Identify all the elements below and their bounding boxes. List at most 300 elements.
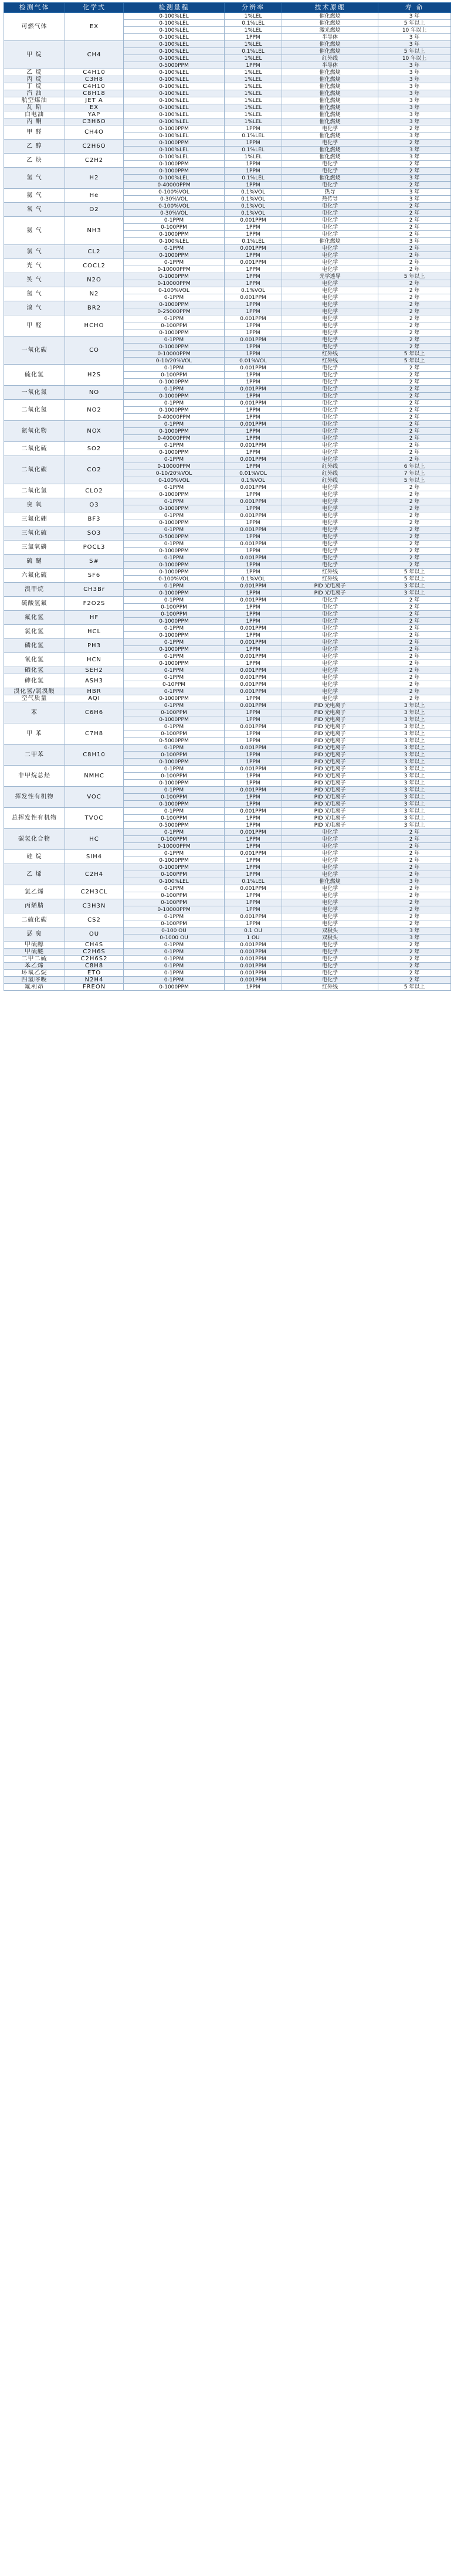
technology: 电化学 — [282, 956, 378, 963]
table-row — [4, 864, 451, 871]
service-life: 2 年 — [378, 871, 451, 878]
detection-range: 0-1PPM — [124, 885, 225, 892]
technology: 电化学 — [282, 245, 378, 252]
technology: 电化学 — [282, 639, 378, 646]
service-life: 10 年以上 — [378, 55, 451, 62]
service-life: 2 年 — [378, 956, 451, 963]
service-life: 2 年 — [378, 379, 451, 386]
chemical-formula: CO2 — [65, 456, 124, 484]
chemical-formula: CLO2 — [65, 484, 124, 498]
resolution: 0.001PPM — [225, 850, 282, 857]
technology: 电化学 — [282, 294, 378, 301]
resolution: 1%LEL — [225, 13, 282, 20]
detection-range: 0-1000PPM — [124, 695, 225, 702]
table-row — [4, 203, 451, 210]
resolution: 1PPM — [225, 569, 282, 576]
service-life: 3 年以上 — [378, 590, 451, 597]
resolution: 1PPM — [225, 273, 282, 280]
gas-name: 丙 酮 — [4, 118, 65, 125]
service-life: 2 年 — [378, 949, 451, 956]
service-life: 3 年 — [378, 927, 451, 934]
service-life: 2 年 — [378, 308, 451, 315]
detection-range: 0-40000PPM — [124, 182, 225, 189]
resolution: 1PPM — [225, 920, 282, 927]
technology: 电化学 — [282, 871, 378, 878]
technology: 电化学 — [282, 899, 378, 906]
technology: 催化燃烧 — [282, 83, 378, 90]
service-life: 5 年以上 — [378, 576, 451, 583]
gas-name: 环氧乙烷 — [4, 970, 65, 977]
technology: 电化学 — [282, 442, 378, 449]
table-row — [4, 217, 451, 224]
service-life: 2 年 — [378, 526, 451, 533]
resolution: 0.001PPM — [225, 597, 282, 604]
detection-range: 0-100%LEL — [124, 154, 225, 161]
gas-name: 一氧化氮 — [4, 386, 65, 400]
service-life: 2 年 — [378, 533, 451, 541]
service-life: 2 年 — [378, 519, 451, 526]
detection-range: 0-1PPM — [124, 245, 225, 252]
resolution: 0.001PPM — [225, 217, 282, 224]
resolution: 1PPM — [225, 351, 282, 358]
resolution: 1PPM — [225, 857, 282, 864]
detection-range: 0-10000PPM — [124, 266, 225, 273]
gas-name: 航空煤油 — [4, 97, 65, 104]
technology: 电化学 — [282, 597, 378, 604]
resolution: 1%LEL — [225, 41, 282, 48]
detection-range: 0-1PPM — [124, 688, 225, 695]
resolution: 0.001PPM — [225, 337, 282, 344]
detection-range: 0-30%VOL — [124, 210, 225, 217]
detection-range: 0-1000PPM — [124, 449, 225, 456]
resolution: 1PPM — [225, 632, 282, 639]
service-life: 3 年 — [378, 69, 451, 76]
table-row — [4, 625, 451, 632]
service-life: 3 年 — [378, 104, 451, 111]
service-life: 3 年以上 — [378, 794, 451, 801]
resolution: 0.1%VOL — [225, 477, 282, 484]
technology: 电化学 — [282, 920, 378, 927]
gas-name: 氟利昂 — [4, 984, 65, 991]
table-row — [4, 787, 451, 794]
resolution: 1PPM — [225, 646, 282, 653]
resolution: 1%LEL — [225, 69, 282, 76]
gas-name: 甲硫醇 — [4, 942, 65, 949]
resolution: 0.001PPM — [225, 913, 282, 920]
detection-range: 0-5000PPM — [124, 738, 225, 745]
technology: 电化学 — [282, 393, 378, 400]
table-row — [4, 667, 451, 674]
gas-name: 笑 气 — [4, 273, 65, 287]
service-life: 2 年 — [378, 266, 451, 273]
detection-range: 0-40000PPM — [124, 414, 225, 421]
technology: 电化学 — [282, 435, 378, 442]
detection-range: 0-1000PPM — [124, 759, 225, 766]
table-row — [4, 140, 451, 147]
detection-range: 0-1PPM — [124, 259, 225, 266]
technology: 电化学 — [282, 308, 378, 315]
technology: 催化燃烧 — [282, 111, 378, 118]
resolution: 0.1%LEL — [225, 20, 282, 27]
detection-range: 0-1PPM — [124, 667, 225, 674]
resolution: 1PPM — [225, 301, 282, 308]
service-life: 3 年 — [378, 175, 451, 182]
technology: PID 光电离子 — [282, 730, 378, 738]
table-row — [4, 154, 451, 161]
resolution: 1PPM — [225, 604, 282, 611]
resolution: 1PPM — [225, 794, 282, 801]
service-life: 2 年 — [378, 977, 451, 984]
detection-range: 0-1000PPM — [124, 231, 225, 238]
resolution: 1PPM — [225, 984, 282, 991]
gas-name: 二氧化氮 — [4, 400, 65, 421]
table-row — [4, 245, 451, 252]
chemical-formula: CL2 — [65, 245, 124, 259]
detection-range: 0-1000PPM — [124, 252, 225, 259]
table-row — [4, 125, 451, 132]
technology: 电化学 — [282, 646, 378, 653]
service-life: 3 年以上 — [378, 709, 451, 716]
chemical-formula: C4H10 — [65, 83, 124, 90]
technology: 电化学 — [282, 421, 378, 428]
chemical-formula: He — [65, 189, 124, 203]
chemical-formula: TVOC — [65, 808, 124, 829]
gas-name: 丁 烷 — [4, 83, 65, 90]
service-life: 2 年 — [378, 970, 451, 977]
table-body — [4, 13, 451, 991]
resolution: 0.1%VOL — [225, 576, 282, 583]
technology: PID 光电离子 — [282, 583, 378, 590]
technology: 催化燃烧 — [282, 175, 378, 182]
resolution: 0.001PPM — [225, 625, 282, 632]
gas-name: 乙 烷 — [4, 69, 65, 76]
chemical-formula: AQI — [65, 695, 124, 702]
technology: 催化燃烧 — [282, 878, 378, 885]
technology: 电化学 — [282, 280, 378, 287]
chemical-formula: HCL — [65, 625, 124, 639]
service-life: 2 年 — [378, 125, 451, 132]
resolution: 0.001PPM — [225, 498, 282, 505]
technology: 电化学 — [282, 885, 378, 892]
service-life: 2 年 — [378, 280, 451, 287]
technology: 半导体 — [282, 34, 378, 41]
resolution: 0.1%LEL — [225, 132, 282, 140]
technology: 电化学 — [282, 428, 378, 435]
detection-range: 0-1PPM — [124, 583, 225, 590]
detection-range: 0-100PPM — [124, 871, 225, 878]
chemical-formula: C8H10 — [65, 745, 124, 766]
detection-range: 0-5000PPM — [124, 62, 225, 69]
technology: 催化燃烧 — [282, 118, 378, 125]
resolution: 0.001PPM — [225, 315, 282, 322]
chemical-formula: N2 — [65, 287, 124, 301]
resolution: 1PPM — [225, 611, 282, 618]
service-life: 2 年 — [378, 913, 451, 920]
service-life: 2 年 — [378, 625, 451, 632]
service-life: 2 年 — [378, 168, 451, 175]
table-row — [4, 301, 451, 308]
table-row — [4, 702, 451, 709]
service-life: 3 年以上 — [378, 702, 451, 709]
detection-range: 0-10000PPM — [124, 351, 225, 358]
resolution: 0.01%VOL — [225, 358, 282, 365]
service-life: 2 年 — [378, 892, 451, 899]
table-row — [4, 189, 451, 196]
resolution: 1PPM — [225, 773, 282, 780]
resolution: 1PPM — [225, 815, 282, 822]
resolution: 0.001PPM — [225, 583, 282, 590]
chemical-formula: N2H4 — [65, 977, 124, 984]
detection-range: 0-25000PPM — [124, 308, 225, 315]
resolution: 1PPM — [225, 738, 282, 745]
detection-range: 0-100%LEL — [124, 118, 225, 125]
gas-name: 硫化氢 — [4, 365, 65, 386]
service-life: 3 年 — [378, 189, 451, 196]
technology: 催化燃烧 — [282, 13, 378, 20]
service-life: 2 年 — [378, 653, 451, 660]
chemical-formula: HF — [65, 611, 124, 625]
service-life: 2 年 — [378, 203, 451, 210]
service-life: 2 年 — [378, 597, 451, 604]
resolution: 0.001PPM — [225, 294, 282, 301]
service-life: 2 年 — [378, 660, 451, 667]
service-life: 3 年以上 — [378, 752, 451, 759]
technology: 电化学 — [282, 231, 378, 238]
gas-name: 甲硫醚 — [4, 949, 65, 956]
table-row — [4, 942, 451, 949]
gas-name: 氯乙烯 — [4, 885, 65, 899]
gas-name: 磷化氢 — [4, 639, 65, 653]
detection-range: 0-1PPM — [124, 808, 225, 815]
chemical-formula: C3H3N — [65, 899, 124, 913]
detection-range: 0-100%LEL — [124, 55, 225, 62]
service-life: 3 年 — [378, 878, 451, 885]
detection-range: 0-1000PPM — [124, 857, 225, 864]
detection-range: 0-1PPM — [124, 949, 225, 956]
technology: PID 光电离子 — [282, 773, 378, 780]
resolution: 1PPM — [225, 393, 282, 400]
detection-range: 0-30%VOL — [124, 196, 225, 203]
service-life: 2 年 — [378, 259, 451, 266]
table-row — [4, 899, 451, 906]
technology: 电化学 — [282, 667, 378, 674]
resolution: 1%LEL — [225, 27, 282, 34]
technology: PID 光电离子 — [282, 738, 378, 745]
service-life: 2 年 — [378, 435, 451, 442]
detection-range: 0-1000PPM — [124, 519, 225, 526]
service-life: 2 年 — [378, 224, 451, 231]
gas-spec-table — [4, 2, 451, 991]
service-life: 2 年 — [378, 942, 451, 949]
service-life: 2 年 — [378, 393, 451, 400]
technology: 电化学 — [282, 203, 378, 210]
table-row — [4, 442, 451, 449]
gas-name: 丙烯腈 — [4, 899, 65, 913]
service-life: 2 年 — [378, 365, 451, 372]
resolution: 0.001PPM — [225, 977, 282, 984]
service-life: 2 年 — [378, 217, 451, 224]
technology: 红外线 — [282, 470, 378, 477]
service-life: 3 年以上 — [378, 808, 451, 815]
detection-range: 0-1PPM — [124, 526, 225, 533]
chemical-formula: ASH3 — [65, 674, 124, 688]
technology: 电化学 — [282, 681, 378, 688]
resolution: 1PPM — [225, 308, 282, 315]
gas-name: 二氧化碳 — [4, 456, 65, 484]
chemical-formula: O3 — [65, 498, 124, 512]
detection-range: 0-1PPM — [124, 386, 225, 393]
technology: 电化学 — [282, 604, 378, 611]
table-row — [4, 555, 451, 562]
technology: 电化学 — [282, 329, 378, 337]
gas-name: 三氧化硫 — [4, 526, 65, 541]
technology: 电化学 — [282, 857, 378, 864]
table-row — [4, 90, 451, 97]
detection-range: 0-1000PPM — [124, 344, 225, 351]
resolution: 1PPM — [225, 892, 282, 899]
resolution: 1PPM — [225, 231, 282, 238]
gas-name: 硅 烷 — [4, 850, 65, 864]
gas-name: 挥发性有机物 — [4, 787, 65, 808]
detection-range: 0-100PPM — [124, 752, 225, 759]
technology: 红外线 — [282, 984, 378, 991]
service-life: 3 年以上 — [378, 822, 451, 829]
chemical-formula: NO — [65, 386, 124, 400]
technology: 电化学 — [282, 864, 378, 871]
technology: 电化学 — [282, 301, 378, 308]
resolution: 0.001PPM — [225, 942, 282, 949]
technology: 电化学 — [282, 949, 378, 956]
technology: 电化学 — [282, 498, 378, 505]
chemical-formula: EX — [65, 13, 124, 41]
gas-name: 氯 气 — [4, 245, 65, 259]
resolution: 1PPM — [225, 182, 282, 189]
table-row — [4, 688, 451, 695]
technology: PID 光电离子 — [282, 787, 378, 794]
technology: 电化学 — [282, 400, 378, 407]
service-life: 3 年 — [378, 238, 451, 245]
service-life: 2 年 — [378, 829, 451, 836]
gas-name: 硫酸氢氟 — [4, 597, 65, 611]
chemical-formula: PH3 — [65, 639, 124, 653]
service-life: 2 年 — [378, 885, 451, 892]
chemical-formula: CH3Br — [65, 583, 124, 597]
resolution: 1PPM — [225, 449, 282, 456]
detection-range: 0-100%LEL — [124, 27, 225, 34]
chemical-formula: C2H4 — [65, 864, 124, 885]
detection-range: 0-1PPM — [124, 850, 225, 857]
service-life: 2 年 — [378, 555, 451, 562]
gas-name: 氯化氢 — [4, 625, 65, 639]
technology: PID 光电离子 — [282, 759, 378, 766]
technology: PID 光电离子 — [282, 702, 378, 709]
service-life: 3 年 — [378, 34, 451, 41]
header-range: 检测量程 — [124, 3, 225, 13]
technology: 催化燃烧 — [282, 238, 378, 245]
technology: 电化学 — [282, 365, 378, 372]
service-life: 2 年 — [378, 449, 451, 456]
service-life: 3 年 — [378, 13, 451, 20]
detection-range: 0-10/20%VOL — [124, 358, 225, 365]
technology: 电化学 — [282, 977, 378, 984]
header-formula: 化学式 — [65, 3, 124, 13]
table-row — [4, 850, 451, 857]
table-row — [4, 611, 451, 618]
technology: 电化学 — [282, 829, 378, 836]
gas-name: 四氢呼吸 — [4, 977, 65, 984]
table-row — [4, 695, 451, 702]
technology: 电化学 — [282, 491, 378, 498]
chemical-formula: C3H8 — [65, 76, 124, 83]
detection-range: 0-1000PPM — [124, 407, 225, 414]
detection-range: 0-1PPM — [124, 421, 225, 428]
gas-name: 总挥发性有机物 — [4, 808, 65, 829]
detection-range: 0-1000PPM — [124, 864, 225, 871]
detection-range: 0-1PPM — [124, 745, 225, 752]
gas-name: 溴化氢/氯溴酸 — [4, 688, 65, 695]
service-life: 2 年 — [378, 386, 451, 393]
resolution: 1PPM — [225, 899, 282, 906]
gas-name: 非甲烷总烃 — [4, 766, 65, 787]
service-life: 5 年以上 — [378, 569, 451, 576]
resolution: 1PPM — [225, 548, 282, 555]
resolution: 0.1%VOL — [225, 287, 282, 294]
gas-name: 乙 醇 — [4, 140, 65, 154]
resolution: 1PPM — [225, 407, 282, 414]
resolution: 1%LEL — [225, 90, 282, 97]
detection-range: 0-1PPM — [124, 970, 225, 977]
resolution: 1PPM — [225, 871, 282, 878]
detection-range: 0-1000PPM — [124, 984, 225, 991]
service-life: 3 年 — [378, 97, 451, 104]
table-row — [4, 956, 451, 963]
detection-range: 0-100PPM — [124, 899, 225, 906]
technology: 催化燃烧 — [282, 90, 378, 97]
detection-range: 0-100%LEL — [124, 147, 225, 154]
detection-range: 0-1PPM — [124, 512, 225, 519]
table-row — [4, 949, 451, 956]
chemical-formula: YAP — [65, 111, 124, 118]
chemical-formula: CH4O — [65, 125, 124, 140]
detection-range: 0-100PPM — [124, 372, 225, 379]
resolution: 0.001PPM — [225, 259, 282, 266]
technology: 电化学 — [282, 660, 378, 667]
resolution: 1PPM — [225, 730, 282, 738]
detection-range: 0-100%LEL — [124, 104, 225, 111]
chemical-formula: POCL3 — [65, 541, 124, 555]
technology: 电化学 — [282, 315, 378, 322]
detection-range: 0-1000PPM — [124, 618, 225, 625]
gas-name: 砷化氢 — [4, 674, 65, 688]
detection-range: 0-1PPM — [124, 294, 225, 301]
resolution: 1PPM — [225, 322, 282, 329]
chemical-formula: C2H6S2 — [65, 956, 124, 963]
gas-name: 二甲二硫 — [4, 956, 65, 963]
resolution: 1PPM — [225, 140, 282, 147]
service-life: 3 年 — [378, 154, 451, 161]
table-row — [4, 76, 451, 83]
detection-range: 0-1PPM — [124, 723, 225, 730]
detection-range: 0-100%VOL — [124, 576, 225, 583]
technology: 电化学 — [282, 618, 378, 625]
resolution: 1PPM — [225, 34, 282, 41]
detection-range: 0-100%LEL — [124, 97, 225, 104]
technology: 电化学 — [282, 688, 378, 695]
technology: 电化学 — [282, 168, 378, 175]
detection-range: 0-1PPM — [124, 365, 225, 372]
detection-range: 0-100%VOL — [124, 189, 225, 196]
technology: PID 光电离子 — [282, 808, 378, 815]
